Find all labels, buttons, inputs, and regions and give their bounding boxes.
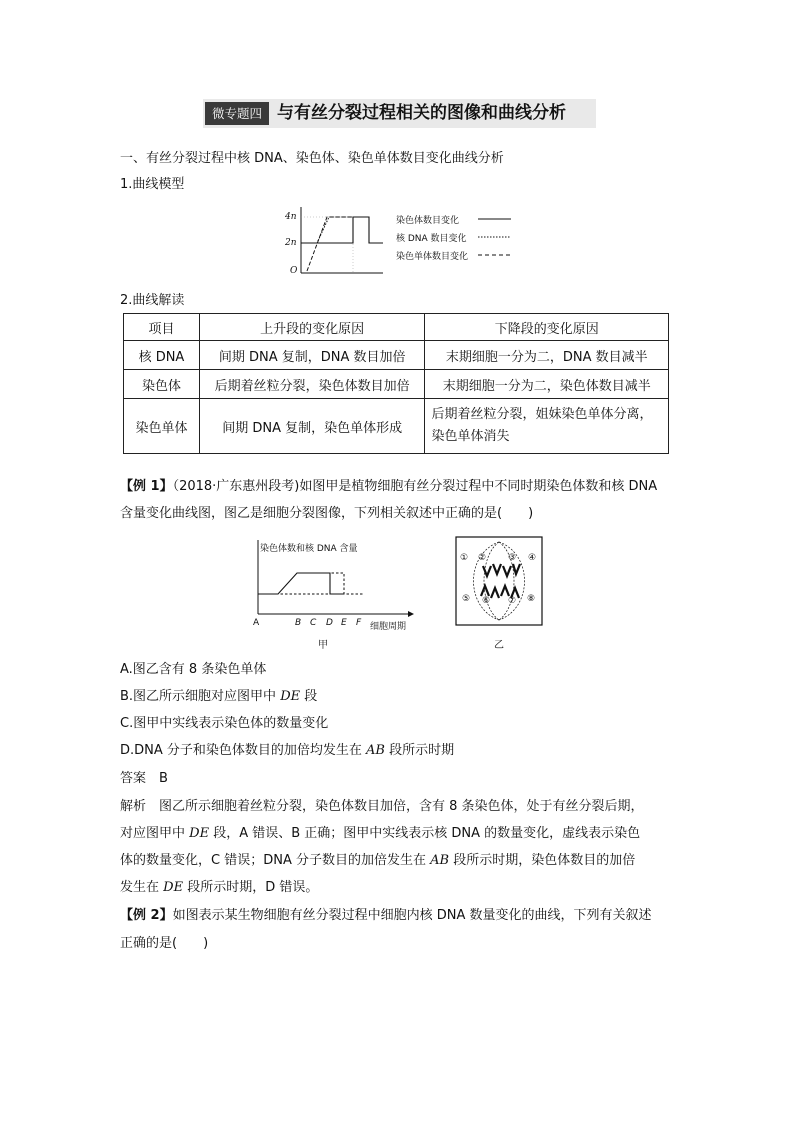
table-cell: 末期细胞一分为二，染色体数目减半 xyxy=(425,370,669,399)
table-cell: 染色单体 xyxy=(124,399,200,454)
cell-number-8: ⑧ xyxy=(527,594,536,604)
table-row xyxy=(124,370,669,399)
table-header: 项目 xyxy=(124,314,200,341)
table-cell: 核 DNA xyxy=(124,341,200,370)
chromatid-curve xyxy=(307,217,369,271)
legend-dna: 核 DNA 数目变化 xyxy=(396,234,467,244)
chromosome-dashed-curve xyxy=(258,573,363,594)
x-point-a: A xyxy=(253,618,260,628)
cell-number-2: ② xyxy=(478,553,487,563)
chart-jia-ylabel: 染色体数和核 DNA 含量 xyxy=(260,544,358,554)
cell-number-6: ⑥ xyxy=(482,596,491,606)
x-point-c: C xyxy=(310,618,317,628)
example2-stem-line2: 正确的是( ) xyxy=(120,936,209,951)
cell-yi-diagram xyxy=(455,536,543,626)
cell-number-3: ③ xyxy=(508,553,517,563)
option-a: A.图乙含有 8 条染色单体 xyxy=(120,662,267,677)
example1-stem-line2: 含量变化曲线图，图乙是细胞分裂图像，下列相关叙述中正确的是( ) xyxy=(120,506,534,521)
section-heading: 一、有丝分裂过程中核 DNA、染色体、染色单体数目变化曲线分析 xyxy=(120,151,504,166)
y-tick-2n: 2n xyxy=(285,238,297,248)
table-cell: 染色体 xyxy=(124,370,200,399)
table-cell: 后期着丝粒分裂，姐妹染色单体分离，染色单体消失 xyxy=(425,399,669,454)
table-row xyxy=(124,399,669,454)
table-header: 上升段的变化原因 xyxy=(199,314,425,341)
option-b: B.图乙所示细胞对应图甲中 DE 段 xyxy=(120,689,318,704)
table-header-row xyxy=(124,314,669,341)
table-cell: 末期细胞一分为二，DNA 数目减半 xyxy=(425,341,669,370)
legend-chromatid: 染色单体数目变化 xyxy=(396,252,469,262)
page-title: 与有丝分裂过程相关的图像和曲线分析 xyxy=(277,103,566,123)
table-cell: 间期 DNA 复制，DNA 数目加倍 xyxy=(199,341,425,370)
chart-jia-xlabel: 细胞周期 xyxy=(370,622,407,632)
analysis-line4: 发生在 DE 段所示时期，D 错误。 xyxy=(120,880,319,895)
change-reason-table xyxy=(123,313,669,454)
example2-label: 【例 2】 xyxy=(120,908,173,923)
origin-label: O xyxy=(290,266,298,276)
answer: 答案 B xyxy=(120,771,168,786)
cell-yi-caption: 乙 xyxy=(494,640,504,651)
x-point-e: E xyxy=(341,618,347,628)
chart-jia-caption: 甲 xyxy=(318,640,328,651)
legend-chromosome: 染色体数目变化 xyxy=(396,216,460,226)
example2-stem-line1: 【例 2】如图表示某生物细胞有丝分裂过程中细胞内核 DNA 数量变化的曲线，下列有关叙述 xyxy=(120,908,652,923)
subheading-curve-model: 1.曲线模型 xyxy=(120,177,185,192)
y-tick-4n: 4n xyxy=(285,212,297,222)
example1-label: 【例 1】 xyxy=(120,479,173,494)
x-point-f: F xyxy=(356,618,362,628)
cell-number-4: ④ xyxy=(528,553,537,563)
x-point-b: B xyxy=(295,618,302,628)
subheading-curve-reading: 2.曲线解读 xyxy=(120,293,185,308)
table-row xyxy=(124,341,669,370)
option-c: C.图甲中实线表示染色体的数量变化 xyxy=(120,716,329,731)
table-cell: 间期 DNA 复制，染色单体形成 xyxy=(199,399,425,454)
table-header: 下降段的变化原因 xyxy=(425,314,669,341)
chromosome-curve xyxy=(301,217,383,243)
analysis-line1: 解析 图乙所示细胞着丝粒分裂，染色体数目加倍，含有 8 条染色体，处于有丝分裂后期， xyxy=(120,799,644,814)
cell-number-5: ⑤ xyxy=(462,594,471,604)
x-point-d: D xyxy=(326,618,333,628)
cell-number-7: ⑦ xyxy=(508,596,517,606)
table-cell: 后期着丝粒分裂，染色体数目加倍 xyxy=(199,370,425,399)
dna-curve xyxy=(301,217,383,243)
example1-stem-line1: 【例 1】（2018·广东惠州段考)如图甲是植物细胞有丝分裂过程中不同时期染色体数和核 DNA xyxy=(120,479,658,494)
option-d: D.DNA 分子和染色体数目的加倍均发生在 AB 段所示时期 xyxy=(120,743,455,758)
dna-solid-curve xyxy=(258,573,344,594)
cell-number-1: ① xyxy=(460,553,469,563)
analysis-line3: 体的数量变化，C 错误；DNA 分子数目的加倍发生在 AB 段所示时期，染色体数目的加倍 xyxy=(120,853,636,868)
topic-tag: 微专题四 xyxy=(205,102,269,125)
analysis-line2: 对应图甲中 DE 段，A 错误、B 正确；图甲中实线表示核 DNA 的数量变化，虚线表示染色 xyxy=(120,826,641,841)
